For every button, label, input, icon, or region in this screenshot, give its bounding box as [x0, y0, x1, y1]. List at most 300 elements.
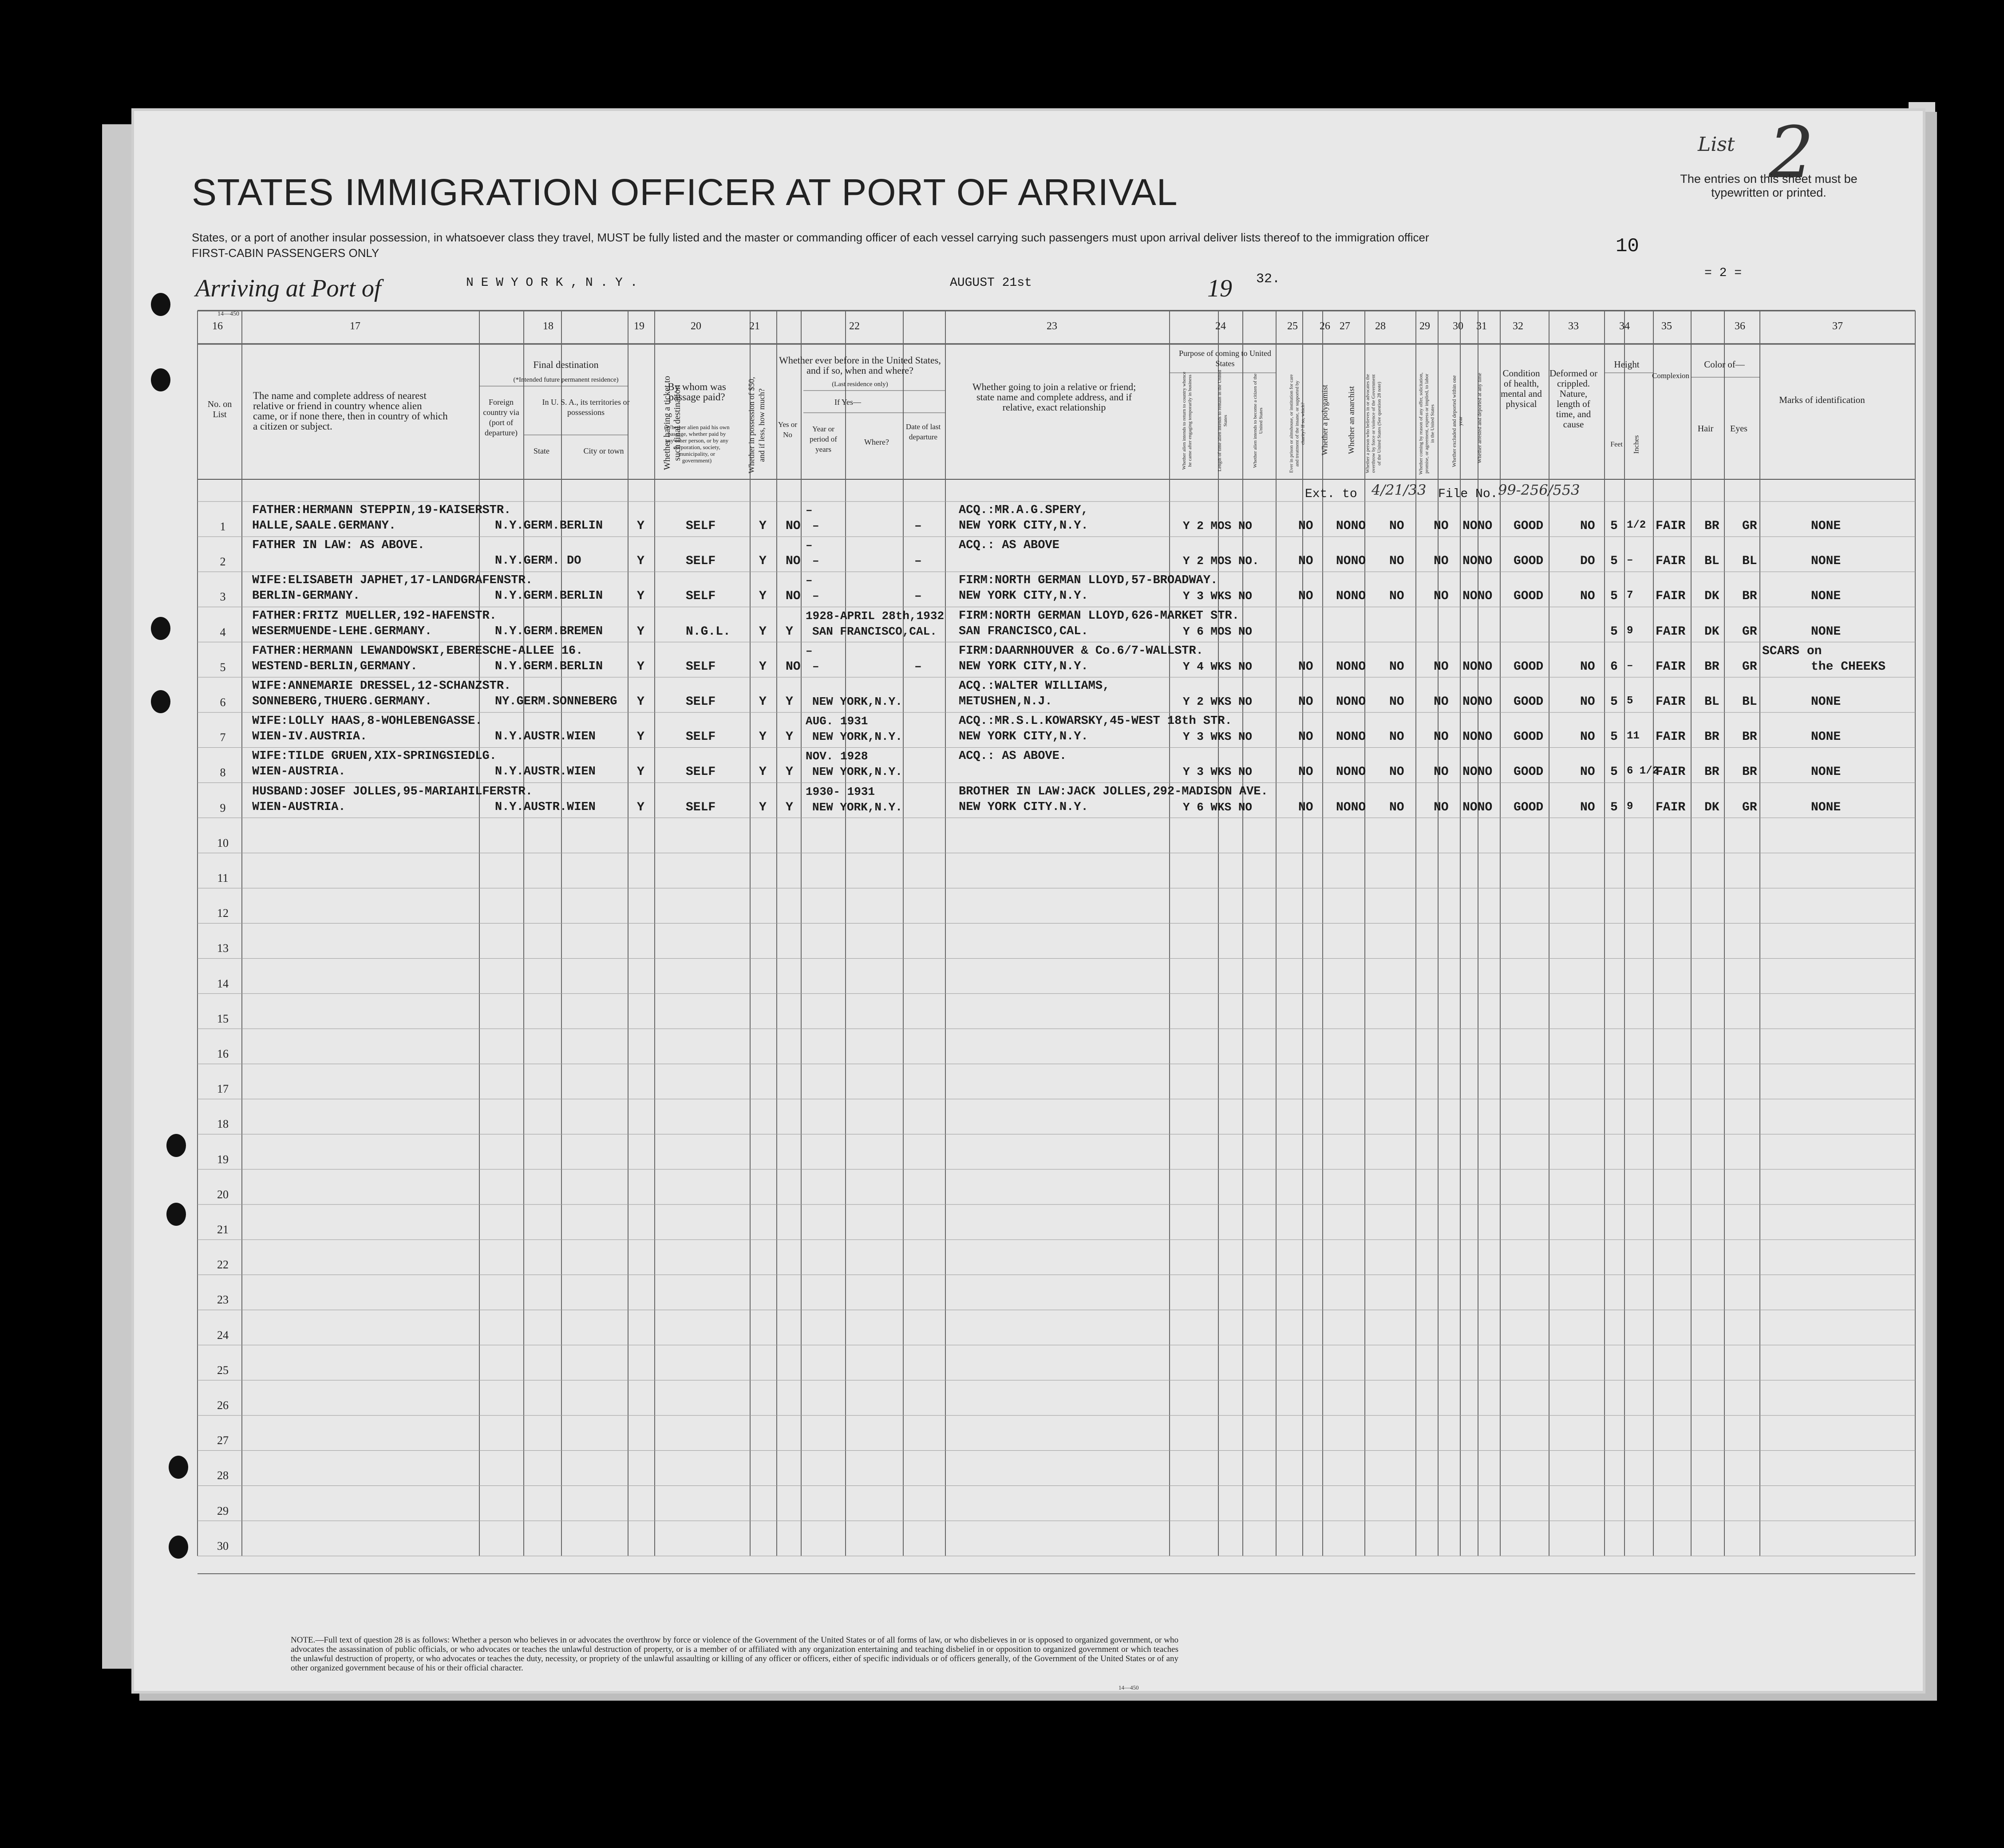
column-number: 34	[1619, 320, 1630, 332]
health-value: GOOD	[1514, 730, 1544, 744]
header-passage-paid: By whom was passage paid?	[668, 381, 726, 403]
column-number: 26	[1320, 320, 1330, 332]
header-anarchist: Whether an anarchist	[1347, 386, 1356, 454]
fifty-dollar-value: Y	[759, 554, 767, 569]
polygamist-anarchist-value: NONO	[1336, 519, 1366, 533]
prison-value: NO	[1298, 800, 1313, 814]
final-destination: N.Y.GERM. DO	[495, 554, 581, 568]
hair-value: BR	[1704, 730, 1719, 744]
header-in-usa: In U. S. A., its territories or possessions	[542, 398, 630, 417]
before-in-us-value: Y	[786, 765, 793, 779]
feet-value: 6	[1610, 659, 1618, 674]
row-number: 6	[220, 696, 226, 709]
header-relative: The name and complete address of nearest relative or friend in country whence alien came, or if none there, then in country of which a citizen or subject.	[253, 390, 448, 432]
deformed-value: NO	[1580, 730, 1595, 744]
purpose-value: Y 3 WKS NO	[1183, 730, 1253, 744]
departure-value: –	[914, 659, 922, 674]
overthrow-value: NO	[1389, 519, 1404, 533]
inches-value: 5	[1627, 695, 1633, 707]
fifty-dollar-value: Y	[759, 589, 767, 604]
ticket-value: Y	[637, 800, 644, 814]
year-period-value: –	[806, 644, 813, 658]
header-where: Where?	[864, 438, 889, 446]
deformed-value: NO	[1580, 659, 1595, 674]
before-in-us-value: NO	[786, 519, 801, 533]
column-number: 21	[749, 320, 760, 332]
header-contract: Whether coming by reason of any offer, solicitation, promise, or agreement, express or implied, to labor in the United States	[1418, 372, 1435, 475]
final-destination: N.Y.GERM.BERLIN	[495, 589, 603, 603]
relative-line-1: FATHER IN LAW: AS ABOVE.	[252, 539, 425, 553]
row-number: 13	[217, 942, 229, 955]
contract-value: NO	[1434, 765, 1449, 779]
column-number: 20	[691, 320, 701, 332]
purpose-value: Y 4 WKS NO	[1183, 659, 1253, 673]
final-destination: N.Y.GERM.BERLIN	[495, 659, 603, 673]
before-in-us-value: Y	[786, 730, 793, 744]
feet-value: 5	[1610, 730, 1618, 744]
complexion-value: FAIR	[1656, 659, 1686, 674]
row-number: 22	[217, 1258, 229, 1271]
health-value: GOOD	[1514, 659, 1544, 674]
health-value: GOOD	[1514, 554, 1544, 569]
header-eyes: Eyes	[1730, 424, 1747, 434]
passage-paid-value: SELF	[686, 589, 716, 604]
where-value: NEW YORK,N.Y.	[812, 730, 902, 744]
feet-value: 5	[1610, 554, 1618, 569]
inches-value: 7	[1627, 589, 1633, 602]
complexion-value: FAIR	[1656, 800, 1686, 814]
feet-value: 5	[1610, 519, 1618, 533]
column-number: 17	[350, 320, 360, 332]
typewritten-note: The entries on this sheet must be typewritten or printed.	[1680, 172, 1858, 199]
purpose-value: Y 3 WKS NO	[1183, 765, 1253, 779]
joining-line-2: NEW YORK CITY,N.Y.	[959, 730, 1088, 744]
header-polygamist: Whether a polygamist	[1320, 385, 1329, 455]
header-fifty-dollars: Whether in possession of $50, and if less, how much?	[747, 377, 766, 474]
polygamist-anarchist-value: NONO	[1336, 695, 1366, 709]
row-number: 5	[220, 660, 226, 674]
joining-line-1: ACQ.:MR.S.L.KOWARSKY,45-WEST 18th STR.	[959, 715, 1232, 728]
complexion-value: FAIR	[1656, 624, 1686, 639]
passage-paid-value: SELF	[686, 695, 716, 709]
inches-value: 6 1/2	[1627, 765, 1659, 778]
year-period-value: –	[806, 504, 813, 517]
hair-value: DK	[1704, 624, 1719, 639]
header-foreign-country: Foreign country via (port of departure)	[483, 398, 519, 437]
feet-value: 5	[1610, 624, 1618, 639]
inches-value: 9	[1627, 624, 1633, 637]
header-complexion: Complexion	[1652, 371, 1690, 380]
marks-value: NONE	[1811, 554, 1841, 569]
before-in-us-value: NO	[786, 659, 801, 674]
form-code-footer: 14—450	[1119, 1684, 1139, 1691]
relative-line-1: FATHER:HERMANN STEPPIN,19-KAISERSTR.	[252, 504, 511, 517]
polygamist-anarchist-value: NONO	[1336, 589, 1366, 604]
contract-value: NO	[1434, 800, 1449, 814]
row-number: 25	[217, 1363, 229, 1377]
row-number: 17	[217, 1082, 229, 1096]
relative-line-2: WIEN-AUSTRIA.	[252, 765, 346, 779]
polygamist-anarchist-value: NONO	[1336, 800, 1366, 814]
header-city: City or town	[583, 446, 624, 455]
relative-line-1: WIFE:ANNEMARIE DRESSEL,12-SCHANZSTR.	[252, 679, 511, 693]
eyes-value: BR	[1742, 589, 1757, 604]
header-state: State	[534, 446, 549, 455]
list-number: 2	[1769, 111, 1814, 194]
column-number: 28	[1375, 320, 1386, 332]
hair-value: BR	[1704, 765, 1719, 779]
fifty-dollar-value: Y	[759, 730, 767, 744]
complexion-value: FAIR	[1656, 730, 1686, 744]
header-last-residence: (Last residence only)	[832, 381, 888, 388]
row-number: 19	[217, 1153, 229, 1166]
relative-line-2: HALLE,SAALE.GERMANY.	[252, 519, 396, 533]
column-number: 30	[1453, 320, 1463, 332]
relative-line-2: WESTEND-BERLIN,GERMANY.	[252, 659, 418, 673]
joining-line-2: NEW YORK CITY,N.Y.	[959, 519, 1088, 533]
where-value: NEW YORK,N.Y.	[812, 695, 902, 708]
polygamist-anarchist-value: NONO	[1336, 659, 1366, 674]
hair-value: BR	[1704, 659, 1719, 674]
passage-paid-value: SELF	[686, 519, 716, 533]
row-number: 26	[217, 1399, 229, 1412]
arriving-label: Arriving at Port of	[195, 275, 381, 302]
eyes-value: GR	[1742, 519, 1757, 533]
row-number: 20	[217, 1188, 229, 1201]
where-value: SAN FRANCISCO,CAL.	[812, 624, 937, 638]
ticket-value: Y	[637, 765, 644, 779]
passage-paid-value: SELF	[686, 659, 716, 674]
ticket-value: Y	[637, 589, 644, 604]
prison-value: NO	[1298, 659, 1313, 674]
row-number: 10	[217, 836, 229, 849]
overthrow-value: NO	[1389, 659, 1404, 674]
where-value: NEW YORK,N.Y.	[812, 800, 902, 814]
deported-value: NONO	[1462, 554, 1493, 569]
final-destination: N.Y.AUSTR.WIEN	[495, 800, 596, 814]
extension-date: 4/21/33	[1372, 482, 1427, 498]
column-number: 37	[1832, 320, 1843, 332]
header-passage-note: (Whether alien paid his own passage, whether paid by any other person, or by any corporation, society, municipality, or government)	[664, 424, 730, 464]
overthrow-value: NO	[1389, 800, 1404, 814]
departure-value: –	[914, 519, 922, 533]
joining-line-2: METUSHEN,N.J.	[959, 695, 1052, 708]
deformed-value: NO	[1580, 695, 1595, 709]
feet-value: 5	[1610, 589, 1618, 604]
relative-line-1: WIFE:TILDE GRUEN,XIX-SPRINGSIEDLG.	[252, 750, 497, 763]
polygamist-anarchist-value: NONO	[1336, 765, 1366, 779]
eyes-value: GR	[1742, 800, 1757, 814]
marks-value: NONE	[1811, 695, 1841, 709]
row-number: 29	[217, 1504, 229, 1517]
joining-line-1: ACQ.: AS ABOVE.	[959, 750, 1067, 763]
year-suffix: 32.	[1256, 272, 1281, 287]
prison-value: NO	[1298, 589, 1313, 604]
deported-value: NONO	[1462, 659, 1493, 674]
header-year-period: Year or period of years	[810, 425, 837, 454]
row-number: 2	[220, 555, 226, 569]
marks-value: NONE	[1811, 589, 1841, 604]
before-in-us-value: NO	[786, 589, 801, 604]
cabin-class: FIRST-CABIN PASSENGERS ONLY	[192, 246, 379, 260]
passage-paid-value: SELF	[686, 730, 716, 744]
column-number: 32	[1513, 320, 1523, 332]
passage-paid-value: SELF	[686, 800, 716, 814]
overthrow-value: NO	[1389, 730, 1404, 744]
header-overthrow: Whether a person who believes in or advocates the overthrow by force or violence of the Government of the United States (See question 28 note)	[1365, 374, 1382, 474]
column-number: 19	[634, 320, 644, 332]
form-instructions: States, or a port of another insular possession, in whatsoever class they travel, MUST be fully listed and the master or commanding officer of each vessel carrying such passengers must upon arrival deliver lists thereof to the immigration officer	[192, 231, 1429, 244]
feet-value: 5	[1610, 800, 1618, 814]
prison-value: NO	[1298, 730, 1313, 744]
arrival-date: AUGUST 21st	[950, 276, 1032, 290]
ticket-value: Y	[637, 624, 644, 639]
relative-line-2: BERLIN-GERMANY.	[252, 589, 360, 603]
marks-value: NONE	[1811, 519, 1841, 533]
hair-value: DK	[1704, 800, 1719, 814]
joining-line-2: NEW YORK CITY,N.Y.	[959, 589, 1088, 603]
inches-value: –	[1627, 659, 1633, 672]
relative-line-1: FATHER:HERMANN LEWANDOWSKI,EBERESCHE-ALLEE 16.	[252, 644, 583, 658]
eyes-value: BL	[1742, 695, 1757, 709]
relative-line-2: WIEN-AUSTRIA.	[252, 800, 346, 814]
row-number: 4	[220, 625, 226, 639]
health-value: GOOD	[1514, 695, 1544, 709]
ticket-value: Y	[637, 659, 644, 674]
header-yes-no: Yes or No	[778, 420, 798, 439]
row-number: 24	[217, 1328, 229, 1342]
hair-value: BR	[1704, 519, 1719, 533]
deported-value: NONO	[1462, 589, 1493, 604]
prison-value: NO	[1298, 554, 1313, 569]
header-feet: Feet	[1610, 441, 1623, 448]
extension-label: Ext. to	[1305, 487, 1357, 501]
header-marks: Marks of identification	[1779, 395, 1865, 405]
fifty-dollar-value: Y	[759, 659, 767, 674]
eyes-value: BR	[1742, 765, 1757, 779]
deformed-value: NO	[1580, 765, 1595, 779]
passage-paid-value: SELF	[686, 554, 716, 569]
row-number: 28	[217, 1469, 229, 1482]
header-purpose: Purpose of coming to United States	[1179, 349, 1271, 368]
ticket-value: Y	[637, 695, 644, 709]
header-ticket: Whether having a ticket to such final destination	[662, 375, 682, 470]
page-marker: = 2 =	[1704, 266, 1742, 280]
before-in-us-value: Y	[786, 695, 793, 709]
marks-value: NONE	[1811, 730, 1841, 744]
relative-line-1: HUSBAND:JOSEF JOLLES,95-MARIAHILFERSTR.	[252, 785, 533, 798]
header-deformed: Deformed or crippled. Nature, length of time, and cause	[1549, 368, 1597, 430]
fifty-dollar-value: Y	[759, 695, 767, 709]
header-prison: Ever in prison or almshouse, or institution for care and treatment of the insane, or supported by charity? If so, which?	[1289, 374, 1306, 473]
year-period-value: NOV. 1928	[806, 750, 868, 763]
relative-line-1: FATHER:FRITZ MUELLER,192-HAFENSTR.	[252, 609, 497, 623]
header-inches: Inches	[1632, 435, 1640, 454]
joining-line-1: FIRM:NORTH GERMAN LLOYD,57-BROADWAY.	[959, 574, 1218, 588]
eyes-value: BR	[1742, 730, 1757, 744]
deported-value: NONO	[1462, 519, 1493, 533]
column-number: 22	[849, 320, 860, 332]
hair-value: DK	[1704, 589, 1719, 604]
deformed-value: NO	[1580, 800, 1595, 814]
marks-value: NONE	[1811, 800, 1841, 814]
header-color-of: Color of—	[1704, 359, 1745, 370]
final-destination: N.Y.GERM.BREMEN	[495, 624, 603, 638]
relative-line-2: WIEN-IV.AUSTRIA.	[252, 730, 368, 744]
header-arrested: Whether arrested and deported at any time	[1476, 373, 1482, 463]
prison-value: NO	[1298, 765, 1313, 779]
joining-line-2: NEW YORK CITY,N.Y.	[959, 659, 1088, 673]
where-value: NEW YORK,N.Y.	[812, 765, 902, 779]
column-number: 16	[212, 320, 223, 332]
list-label: List	[1698, 133, 1735, 156]
column-number: 31	[1476, 320, 1487, 332]
contract-value: NO	[1434, 519, 1449, 533]
eyes-value: GR	[1742, 659, 1757, 674]
header-health: Condition of health, mental and physical	[1501, 368, 1542, 409]
header-height: Height	[1614, 359, 1640, 370]
column-number: 36	[1735, 320, 1745, 332]
row-number: 15	[217, 1012, 229, 1025]
eyes-value: BL	[1742, 554, 1757, 569]
header-purpose-citizen: Whether alien intends to become a citizen of the United States	[1253, 373, 1264, 468]
complexion-value: FAIR	[1656, 695, 1686, 709]
prison-value: NO	[1298, 695, 1313, 709]
deported-value: NONO	[1462, 730, 1493, 744]
passage-paid-value: SELF	[686, 765, 716, 779]
marks-value: NONE	[1811, 624, 1841, 639]
where-value: –	[812, 589, 819, 603]
file-label: File No.	[1438, 487, 1498, 501]
departure-value: –	[914, 589, 922, 604]
fifty-dollar-value: Y	[759, 765, 767, 779]
row-number: 9	[220, 801, 226, 814]
eyes-value: GR	[1742, 624, 1757, 639]
before-in-us-value: Y	[786, 800, 793, 814]
deported-value: NONO	[1462, 765, 1493, 779]
header-before-in-us: Whether ever before in the United States, and if so, when and where?	[779, 355, 941, 376]
column-number: 23	[1047, 320, 1057, 332]
contract-value: NO	[1434, 554, 1449, 569]
row-number: 3	[220, 590, 226, 604]
marks-value: NONE	[1811, 765, 1841, 779]
relative-line-2: SONNEBERG,THUERG.GERMANY.	[252, 695, 432, 708]
row-number: 23	[217, 1293, 229, 1307]
relative-line-2: WESERMUENDE-LEHE.GERMANY.	[252, 624, 432, 638]
row-number: 12	[217, 907, 229, 920]
passage-paid-value: N.G.L.	[686, 624, 731, 639]
year-period-value: 1930- 1931	[806, 785, 875, 798]
joining-line-1: FIRM:NORTH GERMAN LLOYD,626-MARKET STR.	[959, 609, 1239, 623]
port-value: N E W Y O R K , N . Y .	[466, 276, 638, 290]
form-title: STATES IMMIGRATION OFFICER AT PORT OF ARRIVAL	[192, 171, 1178, 213]
header-final-destination-note: (*Intended future permanent residence)	[513, 376, 619, 383]
purpose-value: Y 2 MOS NO.	[1183, 554, 1259, 568]
column-number: 24	[1215, 320, 1226, 332]
prison-value: NO	[1298, 519, 1313, 533]
year-prefix: 19	[1207, 275, 1232, 302]
inches-value: 1/2	[1627, 519, 1646, 531]
fifty-dollar-value: Y	[759, 624, 767, 639]
ticket-value: Y	[637, 730, 644, 744]
health-value: GOOD	[1514, 765, 1544, 779]
row-number: 16	[217, 1047, 229, 1060]
contract-value: NO	[1434, 589, 1449, 604]
deformed-value: DO	[1580, 554, 1595, 569]
purpose-value: Y 6 WKS NO	[1183, 800, 1253, 814]
final-destination: N.Y.AUSTR.WIEN	[495, 765, 596, 779]
complexion-value: FAIR	[1656, 589, 1686, 604]
deported-value: NONO	[1462, 800, 1493, 814]
year-period-value: –	[806, 539, 813, 553]
feet-value: 5	[1610, 765, 1618, 779]
header-hair: Hair	[1697, 424, 1714, 434]
joining-line-1: ACQ.:WALTER WILLIAMS,	[959, 679, 1110, 693]
joining-line-1: BROTHER IN LAW:JACK JOLLES,292-MADISON AVE.	[959, 785, 1268, 798]
header-purpose-length: Length of time alien intends to remain in the United States	[1217, 370, 1228, 472]
complexion-value: FAIR	[1656, 554, 1686, 569]
row-number: 1	[220, 520, 226, 533]
row-number: 30	[217, 1539, 229, 1552]
health-value: GOOD	[1514, 519, 1544, 533]
where-value: –	[812, 659, 819, 673]
inches-value: 11	[1627, 730, 1640, 742]
overthrow-value: NO	[1389, 554, 1404, 569]
joining-line-1: FIRM:DAARNHOUVER & Co.6/7-WALLSTR.	[959, 644, 1203, 658]
polygamist-anarchist-value: NONO	[1336, 554, 1366, 569]
where-value: –	[812, 554, 819, 568]
health-value: GOOD	[1514, 800, 1544, 814]
column-number: 27	[1340, 320, 1350, 332]
year-period-value: –	[806, 574, 813, 588]
before-in-us-value: Y	[786, 624, 793, 639]
overthrow-value: NO	[1389, 765, 1404, 779]
overthrow-value: NO	[1389, 695, 1404, 709]
before-in-us-value: NO	[786, 554, 801, 569]
marks-line-1: SCARS on	[1762, 644, 1822, 658]
relative-line-1: WIFE:LOLLY HAAS,8-WOHLEBENGASSE.	[252, 715, 482, 728]
ticket-value: Y	[637, 554, 644, 569]
final-destination: NY.GERM.SONNEBERG	[495, 695, 617, 708]
joining-line-1: ACQ.:MR.A.G.SPERY,	[959, 504, 1088, 517]
joining-line-2: SAN FRANCISCO,CAL.	[959, 624, 1088, 638]
contract-value: NO	[1434, 659, 1449, 674]
footnote: NOTE.—Full text of question 28 is as follows: Whether a person who believes in or advocates the overthrow by force or violence of the Government of the United States or of all forms of law, or who disbelieves in or is opposed to organized government, or who advocates the assassination of public officials, or who advocates or teaches the unlawful destruction of property, or is a member of or affiliated with any organization entertaining and teaching disbelief in or opposition to organized government or which teaches the unlawful destruction of property, or who advocates or teaches the duty, necessity, or propriety of the unlawful assaulting or killing of any officer or officers, either of specific individuals or of officers generally, of the Government of the United States or of any other organized government because of his or their official character.	[291, 1635, 1178, 1673]
row-number: 14	[217, 977, 229, 990]
joining-line-1: ACQ.: AS ABOVE	[959, 539, 1059, 553]
polygamist-anarchist-value: NONO	[1336, 730, 1366, 744]
column-number: 35	[1661, 320, 1672, 332]
row-number: 21	[217, 1223, 229, 1236]
fifty-dollar-value: Y	[759, 800, 767, 814]
contract-value: NO	[1434, 695, 1449, 709]
sheet-count: 10	[1616, 235, 1639, 257]
relative-line-1: WIFE:ELISABETH JAPHET,17-LANDGRAFENSTR.	[252, 574, 533, 588]
year-period-value: AUG. 1931	[806, 715, 868, 728]
inches-value: 9	[1627, 800, 1633, 813]
where-value: –	[812, 519, 819, 533]
contract-value: NO	[1434, 730, 1449, 744]
ticket-value: Y	[637, 519, 644, 533]
purpose-value: Y 2 WKS NO	[1183, 695, 1253, 708]
hair-value: BL	[1704, 695, 1719, 709]
form-code: 14—450	[217, 311, 239, 317]
row-number: 8	[220, 766, 226, 779]
final-destination: N.Y.GERM.BERLIN	[495, 519, 603, 533]
purpose-value: Y 2 MOS NO	[1183, 519, 1253, 533]
deformed-value: NO	[1580, 589, 1595, 604]
final-destination: N.Y.AUSTR.WIEN	[495, 730, 596, 744]
